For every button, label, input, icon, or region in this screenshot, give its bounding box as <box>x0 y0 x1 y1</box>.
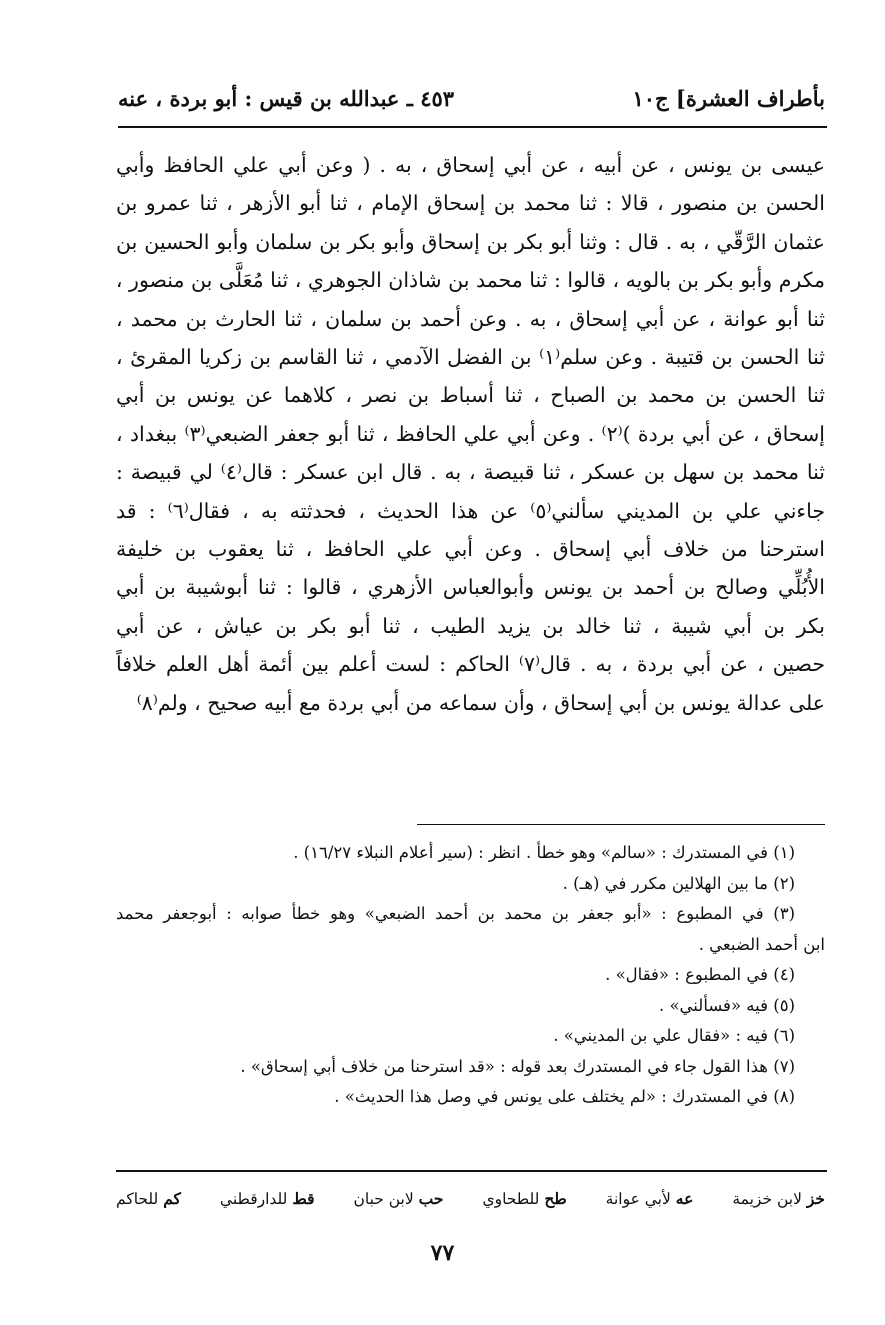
text-line: مكرم وأبو بكر بن بالويه ، قالوا : ثنا محمد بن شاذان الجوهري ، ثنا مُعَلَّى بن منصور ، <box>116 268 825 293</box>
abbrev-item <box>353 1189 443 1208</box>
abbrev-name: للطحاوي <box>482 1189 540 1208</box>
footnote-3: (٣) في المطبوع : «أبو جعفر بن محمد بن أحمد الضبعي» وهو خطأ صوابه : أبوجعفر محمد <box>116 904 795 923</box>
abbrev-code: طح <box>544 1188 567 1208</box>
footnote-4: (٤) في المطبوع : «فقال» . <box>605 965 795 984</box>
abbrev-item <box>606 1189 694 1208</box>
abbrev-name: لابن خزيمة <box>732 1189 802 1208</box>
footnote-2: (٢) ما بين الهلالين مكرر في (هـ) . <box>562 873 795 893</box>
text-line: حصين ، عن أبي بردة ، به . قال⁽٧⁾ الحاكم : لست أعلم بين أئمة أهل العلم خلافاً <box>116 652 825 677</box>
footnote-6: (٦) فيه : «فقال علي بن المديني» . <box>553 1026 795 1045</box>
abbrev-code: عه <box>675 1188 694 1208</box>
abbrev-name: للدارقطني <box>219 1189 288 1208</box>
footnote-5: (٥) فيه «فسألني» . <box>658 995 795 1015</box>
text-line: استرحنا من خلاف أبي إسحاق . وعن أبي علي الحافظ ، ثنا يعقوب بن خليفة <box>116 537 825 562</box>
text-line: ثنا أبو عوانة ، عن أبي إسحاق ، به . وعن أحمد بن سلمان ، ثنا الحارث بن محمد ، <box>116 306 825 331</box>
text-line: بكر بن أبي شيبة ، ثنا خالد بن يزيد الطيب ، ثنا أبو بكر بن عياش ، عن أبي <box>116 613 825 638</box>
header-rule <box>118 126 827 128</box>
footnote-1: (١) في المستدرك : «سالم» وهو خطأ . انظر : (سير أعلام النبلاء ١٦/٢٧) . <box>293 843 795 862</box>
header-volume-title: بأطراف العشرة] ج١٠ <box>632 85 825 111</box>
page-number: ٧٧ <box>430 1240 455 1266</box>
abbrev-item <box>732 1189 825 1208</box>
text-line: إسحاق ، عن أبي بردة )⁽٢⁾ . وعن أبي علي الحافظ ، ثنا أبو جعفر الضبعي⁽٣⁾ ببغداد ، <box>116 421 825 446</box>
abbrev-code: كم <box>163 1188 181 1208</box>
abbrev-code: قط <box>292 1188 315 1208</box>
footnote-7: (٧) هذا القول جاء في المستدرك بعد قوله : «قد استرحنا من خلاف أبي إسحاق» . <box>240 1056 795 1076</box>
header-entry-title: ٤٥٣ ـ عبدالله بن قيس : أبو بردة ، عنه <box>118 85 455 111</box>
text-line: جاءني علي بن المديني سألني⁽٥⁾ عن هذا الحديث ، فحدثته به ، فقال⁽٦⁾ : قد <box>116 498 825 523</box>
abbrev-name: لابن حبان <box>353 1189 414 1208</box>
abbrev-item <box>220 1189 315 1208</box>
text-line: على عدالة يونس بن أبي إسحاق ، وأن سماعه من أبي بردة مع أبيه صحيح ، ولم⁽٨⁾ <box>136 690 825 715</box>
text-line: عيسى بن يونس ، عن أبيه ، عن أبي إسحاق ، به . ( وعن أبي علي الحافظ وأبي <box>116 153 825 177</box>
bottom-rule <box>116 1170 827 1172</box>
running-header <box>118 78 825 118</box>
abbrev-name: للحاكم <box>116 1189 159 1208</box>
abbrev-name: لأبي عوانة <box>605 1189 671 1208</box>
abbrev-item <box>482 1189 566 1208</box>
text-line: عثمان الرَّقّي ، به . قال : وثنا أبو بكر بن إسحاق وأبو بكر بن سلمان وأبو الحسين بن <box>116 229 825 254</box>
text-line: الأُبُلِّي وصالح بن أحمد بن يونس وأبوالعباس الأزهري ، قالوا : ثنا أبوشيبة بن أبي <box>116 575 825 600</box>
footnote-rule <box>417 824 825 825</box>
main-text <box>116 146 825 722</box>
abbrev-code: خز <box>806 1188 825 1208</box>
text-line: ثنا محمد بن سهل بن عسكر ، ثنا قبيصة ، به . قال ابن عسكر : قال⁽٤⁾ لي قبيصة : <box>116 460 825 485</box>
text-line: الحسن بن منصور ، قالا : ثنا محمد بن إسحاق الإمام ، ثنا أبو الأزهر ، ثنا عمرو بن <box>116 191 825 216</box>
footnote-3-continuation: ابن أحمد الضبعي . <box>698 934 825 954</box>
abbreviation-key <box>116 1182 825 1214</box>
abbrev-item <box>116 1189 181 1208</box>
abbrev-code: حب <box>418 1188 444 1208</box>
text-line: ثنا الحسن بن محمد بن الصباح ، ثنا أسباط بن نصر ، كلاهما عن يونس بن أبي <box>116 383 825 408</box>
text-line: ثنا الحسن بن قتيبة . وعن سلم⁽١⁾ بن الفضل الآدمي ، ثنا القاسم بن زكريا المقرئ ، <box>116 345 825 370</box>
footnotes <box>116 838 825 1113</box>
footnote-8: (٨) في المستدرك : «لم يختلف على يونس في وصل هذا الحديث» . <box>334 1087 795 1106</box>
